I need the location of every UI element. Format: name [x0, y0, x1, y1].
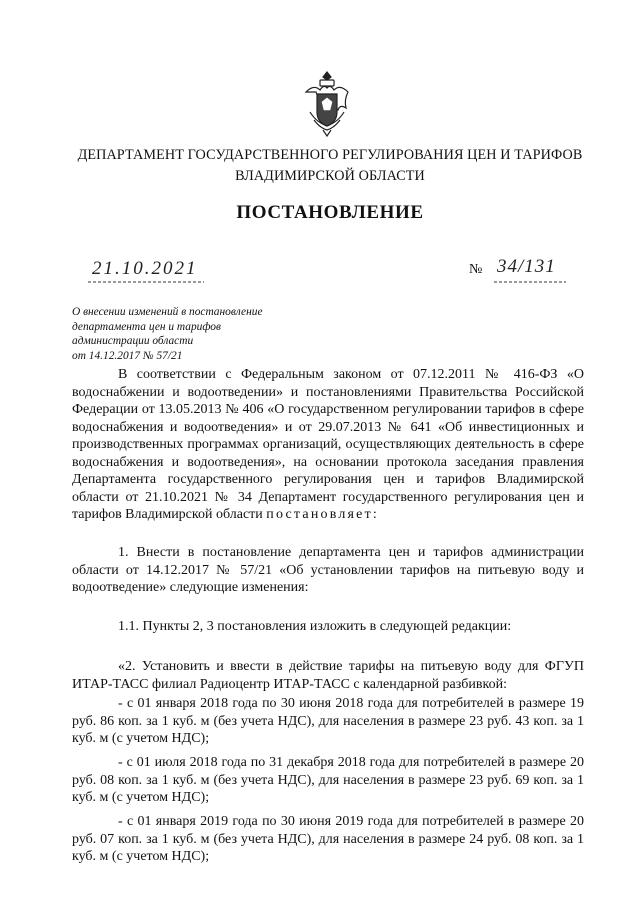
item-1-1-paragraph	[72, 618, 584, 636]
department-name-line2: ВЛАДИМИРСКОЙ ОБЛАСТИ	[235, 168, 425, 184]
department-name-line1: ДЕПАРТАМЕНТ ГОСУДАРСТВЕННОГО РЕГУЛИРОВАНИЯ ЦЕН И ТАРИФОВ	[77, 147, 583, 163]
preamble-paragraph	[72, 366, 584, 524]
subject-line: администрации области	[72, 335, 194, 348]
period-1-block	[72, 695, 584, 748]
number-label: №	[469, 262, 483, 277]
item-1-paragraph	[72, 544, 584, 597]
item-1-text: 1. Внести в постановление департамента цен и тарифов администрации области от 14.12.2017 № 57/21 «Об установлении тарифов на питьевую воду и водоотведение» следующие изменения:	[72, 545, 584, 595]
document-subject	[72, 305, 332, 363]
subject-line: департамента цен и тарифов	[72, 320, 221, 333]
period-2-text: - с 01 июля 2018 года по 31 декабря 2018 года для потребителей в размере 20 руб. 08 коп. за 1 куб. м (без учета НДС), для населения в размере 23 руб. 69 коп. за 1 куб. м (с учетом НДС);	[72, 755, 584, 805]
number-underline	[494, 280, 566, 284]
subject-line: О внесении изменений в постановление	[72, 306, 263, 318]
item-2-text: «2. Установить и ввести в действие тарифы на питьевую воду для ФГУП ИТАР-ТАСС филиал Радиоцентр ИТАР-ТАСС с календарной разбивкой:	[72, 659, 584, 692]
date-underline	[88, 280, 204, 284]
preamble-text: В соответствии с Федеральным законом от 07.12.2011 № 416-ФЗ «О водоснабжении и водоотведении» и постановлениями Правительства Российской Федерации от 13.05.2013 № 406 «О государственном регулировании тарифов в сфере водоснабжения и водоотведения» и от 29.07.2013 № 641 «Об инвестиционных и производственных программах организаций, осуществляющих деятельность в сфере водоснабжения и водоотведения», на основании протокола заседания правления Департамента государственного регулирования цен и тарифов Владимирской области от 21.10.2021 № 34 Департамент государственного регулирования цен и тарифов Владимирской области	[72, 367, 584, 522]
resolves-word: постановляет:	[266, 507, 380, 522]
document-number: 34/131	[497, 256, 556, 277]
item-2-paragraph	[72, 658, 584, 693]
item-1-1-text: 1.1. Пункты 2, 3 постановления изложить в следующей редакции:	[118, 619, 512, 634]
subject-line: от 14.12.2017 № 57/21	[72, 349, 183, 362]
period-2-block	[72, 754, 584, 807]
period-1-text: - с 01 января 2018 года по 30 июня 2018 года для потребителей в размере 19 руб. 86 коп. за 1 куб. м (без учета НДС), для населения в размере 23 руб. 43 коп. за 1 куб. м (с учетом НДС);	[72, 696, 584, 746]
period-3-block	[72, 813, 584, 866]
coat-of-arms-emblem	[300, 68, 354, 140]
document-type-title: ПОСТАНОВЛЕНИЕ	[236, 202, 424, 223]
document-date: 21.10.2021	[92, 258, 198, 279]
period-3-text: - с 01 января 2019 года по 30 июня 2019 года для потребителей в размере 20 руб. 07 коп. за 1 куб. м (без учета НДС), для населения в размере 24 руб. 08 коп. за 1 куб. м (с учетом НДС);	[72, 814, 584, 864]
